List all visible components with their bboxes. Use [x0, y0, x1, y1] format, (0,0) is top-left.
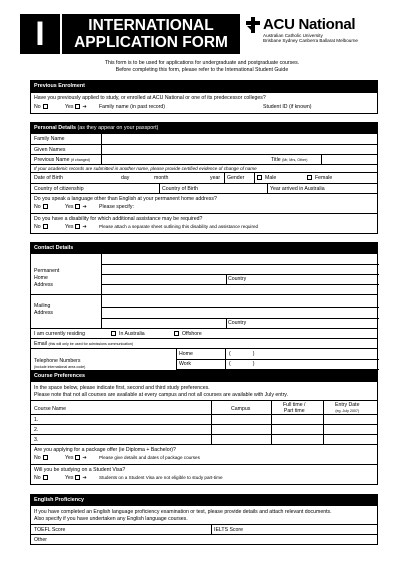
male-option[interactable] [257, 175, 276, 181]
family-name-past-label: Family name (in past record) [99, 104, 166, 110]
logo-subtitle: Australian Catholic University [263, 33, 323, 38]
offshore-option[interactable] [174, 331, 202, 337]
divider [323, 401, 326, 414]
col-course-name: Course Name [34, 406, 67, 412]
paren: ( [229, 361, 231, 367]
email-label [34, 341, 133, 347]
pkg-no-checkbox[interactable] [43, 455, 48, 460]
yes-option[interactable] [65, 104, 87, 110]
yes-checkbox[interactable] [75, 104, 80, 109]
student-id-label: Student ID (if known) [263, 104, 312, 110]
academic-note-row [31, 164, 377, 172]
divider [271, 415, 274, 424]
tel-home-field[interactable] [229, 351, 254, 357]
visa-no-checkbox[interactable] [43, 475, 48, 480]
language-question-row [31, 193, 377, 203]
visa-yes-option[interactable] [65, 475, 87, 481]
dis-no-option[interactable] [34, 224, 48, 230]
course-row-1[interactable] [31, 414, 377, 424]
university-logo [246, 16, 386, 54]
in-australia-label: In Australia [119, 331, 145, 337]
title-text: Title [271, 157, 281, 163]
previous-question: Have you previously applied to study, or enrolled at ACU National or one of its predecessor colleges? [34, 95, 266, 101]
arrow-right-icon: ➔ [82, 224, 87, 230]
dis-no-checkbox[interactable] [43, 224, 48, 229]
email-row[interactable] [31, 338, 377, 348]
previous-answer-row [31, 102, 377, 113]
please-specify-label: Please specify: [99, 204, 134, 210]
section-heading: Contact Details [31, 243, 377, 254]
visa-question: Will you be studying on a Student Visa? [34, 467, 126, 473]
logo-cities: Brisbane Sydney Canberra Ballarat Melbourne [263, 38, 358, 44]
no-label: No [34, 104, 41, 110]
family-name-field[interactable] [101, 134, 379, 144]
disability-note: Please attach a separate sheet outlining this disability and assistance required [99, 224, 259, 229]
course-row-number: 3. [34, 437, 39, 443]
country-birth-label: Country of Birth [162, 186, 199, 192]
scores-row[interactable] [31, 524, 377, 534]
pkg-yes-option[interactable] [65, 455, 87, 461]
dob-month[interactable]: month [154, 175, 169, 181]
tel-work-label: Work [179, 361, 192, 367]
in-australia-option[interactable] [111, 331, 145, 337]
section-heading: Course Preferences [31, 371, 377, 382]
permanent-address-field[interactable] [101, 254, 379, 294]
paren: ) [252, 361, 255, 367]
arrow-right-icon: ➔ [82, 455, 87, 461]
form-title [62, 14, 240, 54]
tel-home-label: Home [179, 351, 193, 357]
visa-no-option[interactable] [34, 475, 48, 481]
disability-question: Do you have a disability for which additional assistance may be required? [34, 216, 203, 222]
previous-name-text: Previous Name [34, 157, 70, 163]
cross-logo-icon [246, 17, 260, 33]
previous-name-label [34, 157, 90, 163]
given-names-field[interactable] [101, 145, 379, 154]
language-question: Do you speak a language other than English at your permanent home address? [34, 196, 217, 202]
logo-name: ACU National [263, 16, 356, 33]
offshore-label: Offshore [182, 331, 202, 337]
col-campus: Campus [231, 406, 251, 412]
previous-name-field[interactable] [101, 155, 269, 164]
pkg-no-option[interactable] [34, 455, 48, 461]
lang-no-option[interactable] [34, 204, 48, 210]
dob-label: Date of Birth [34, 175, 63, 181]
tel-work-field[interactable] [229, 361, 254, 367]
telephone-note: (include international area code) [34, 365, 86, 369]
course-row-number: 2. [34, 427, 39, 433]
english-instructions [31, 506, 377, 524]
course-instruction-1: In the space below, please indicate first, second and third study preferences. [34, 385, 210, 391]
course-preferences-section [30, 370, 378, 485]
dob-gender-row [31, 172, 377, 183]
female-checkbox[interactable] [307, 175, 312, 180]
col-ft-line2: Part time [283, 408, 305, 414]
personal-details-section [30, 122, 378, 234]
in-australia-checkbox[interactable] [111, 331, 116, 336]
lang-yes-label: Yes [65, 204, 74, 210]
dis-yes-option[interactable] [65, 224, 87, 230]
previous-enrolment-section [30, 80, 378, 114]
arrow-right-icon: ➔ [82, 204, 87, 210]
visa-yes-label: Yes [65, 475, 74, 481]
address-word-2: Address [34, 310, 54, 316]
dob-day[interactable]: day [121, 175, 130, 181]
dob-year[interactable]: year [210, 175, 221, 181]
male-label: Male [265, 175, 277, 181]
given-names-label: Given Names [34, 147, 66, 153]
divider [323, 415, 326, 424]
language-answer-row [31, 203, 377, 213]
female-label: Female [315, 175, 333, 181]
visa-note: Students on a Student Visa are not eligible to study part-time [99, 475, 223, 480]
given-names-row[interactable] [31, 144, 377, 154]
col-fulltime [283, 402, 305, 414]
course-row-number: 1. [34, 417, 39, 423]
email-note: (this will only be used for admissions communication) [48, 342, 134, 346]
other-row[interactable] [31, 534, 377, 544]
course-instruction-2: Please note that not all courses are available at every campus and not all courses are available with July entry. [34, 392, 288, 398]
lang-yes-checkbox[interactable] [75, 204, 80, 209]
mailing-address-block[interactable] [31, 294, 377, 328]
home-word: Home [34, 275, 48, 281]
lang-no-checkbox[interactable] [43, 204, 48, 209]
title-label [271, 157, 307, 163]
divider [323, 435, 326, 444]
package-answer-row [31, 454, 377, 464]
if-changed-note: (if changed) [70, 158, 90, 162]
col-ft-line1: Full time / [283, 402, 306, 408]
email-text: Email [34, 341, 47, 347]
disability-question-row [31, 213, 377, 223]
female-option[interactable] [307, 175, 332, 181]
package-question-row [31, 444, 377, 454]
personal-heading: Personal Details [34, 125, 76, 131]
form-title-line2: APPLICATION FORM [74, 34, 228, 51]
country-label: Country [228, 276, 247, 282]
package-note: Please give details and dates of package courses [99, 455, 200, 460]
visa-question-row [31, 464, 377, 474]
lang-no-label: No [34, 204, 41, 210]
divider [271, 435, 274, 444]
divider [211, 435, 214, 444]
family-name-label: Family Name [34, 136, 65, 142]
dis-yes-checkbox[interactable] [75, 224, 80, 229]
arrow-right-icon: ➔ [82, 475, 87, 481]
intro-text [20, 60, 384, 74]
col-entry-line2: (eg. July 2007) [335, 409, 360, 413]
mailing-address-field[interactable] [101, 295, 379, 328]
permanent-address-label [34, 268, 59, 289]
section-heading [31, 123, 377, 134]
no-checkbox[interactable] [43, 104, 48, 109]
paren: ) [252, 351, 255, 357]
intro-line-2: Before completing this form, please refer to the International Student Guide [115, 67, 289, 73]
visa-yes-checkbox[interactable] [75, 475, 80, 480]
pkg-yes-checkbox[interactable] [75, 455, 80, 460]
visa-no-label: No [34, 475, 41, 481]
divider [211, 415, 214, 424]
telephone-text: Telephone Numbers [34, 358, 81, 364]
offshore-checkbox[interactable] [174, 331, 179, 336]
course-table-header [31, 400, 377, 414]
section-heading: English Proficiency [31, 495, 377, 506]
other-label: Other [34, 537, 47, 543]
mailing-address-label [34, 303, 53, 317]
divider [271, 401, 274, 414]
course-instructions [31, 382, 377, 400]
contact-details-section [30, 242, 378, 379]
course-row-2[interactable] [31, 424, 377, 434]
toefl-label: TOEFL Score [34, 527, 66, 533]
year-arrived-label: Year arrived in Australia [270, 186, 325, 192]
family-name-row[interactable] [31, 134, 377, 144]
telephone-label [34, 358, 85, 370]
address-word: Address [34, 282, 54, 288]
intro-line-1: This form is to be used for applications for undergraduate and postgraduate courses. [104, 60, 300, 66]
previous-question-row [31, 92, 377, 102]
ielts-label: IELTS Score [214, 527, 244, 533]
course-row-3[interactable] [31, 434, 377, 444]
male-checkbox[interactable] [257, 175, 262, 180]
yes-label: Yes [65, 104, 74, 110]
paren: ( [229, 351, 231, 357]
dis-yes-label: Yes [65, 224, 74, 230]
form-title-line1: INTERNATIONAL [88, 17, 214, 34]
divider [211, 401, 214, 414]
pkg-yes-label: Yes [65, 455, 74, 461]
divider [271, 425, 274, 434]
residing-label: I am currently residing [34, 331, 86, 337]
gender-label: Gender [227, 175, 245, 181]
pkg-no-label: No [34, 455, 41, 461]
form-header [20, 14, 384, 54]
permanent-word: Permanent [34, 268, 60, 274]
previous-name-row[interactable] [31, 154, 377, 164]
col-entry-date [335, 402, 360, 414]
package-question: Are you applying for a package offer (ie Diploma + Bachelor)? [34, 447, 176, 453]
residing-row [31, 328, 377, 338]
academic-note: If your academic records are submitted in another name, please provide certified evidence of change of name [34, 166, 257, 171]
section-heading: Previous Enrolment [31, 81, 377, 92]
citizenship-row [31, 183, 377, 193]
divider [211, 425, 214, 434]
form-letter: I [20, 14, 60, 54]
citizenship-label: Country of citizenship [34, 186, 84, 192]
english-instruction-1: If you have completed an English language proficiency examination or test, please provide details and attach relevant documents. [34, 509, 332, 515]
disability-answer-row [31, 223, 377, 233]
arrow-right-icon: ➔ [82, 104, 87, 110]
no-option[interactable] [34, 104, 48, 110]
visa-answer-row [31, 474, 377, 484]
lang-yes-option[interactable] [65, 204, 87, 210]
title-field[interactable] [321, 155, 379, 164]
mailing-word: Mailing [34, 303, 51, 309]
dis-no-label: No [34, 224, 41, 230]
col-entry-line1: Entry Date [335, 402, 360, 408]
permanent-address-block[interactable] [31, 254, 377, 294]
english-proficiency-section [30, 494, 378, 545]
divider [323, 425, 326, 434]
country-label-2: Country [228, 320, 247, 326]
title-options: (Mr, Mrs, Other) [282, 158, 308, 162]
english-instruction-2: Also specify if you have undertaken any English language courses. [34, 516, 188, 522]
personal-heading-note: (as they appear on your passport) [77, 125, 159, 131]
